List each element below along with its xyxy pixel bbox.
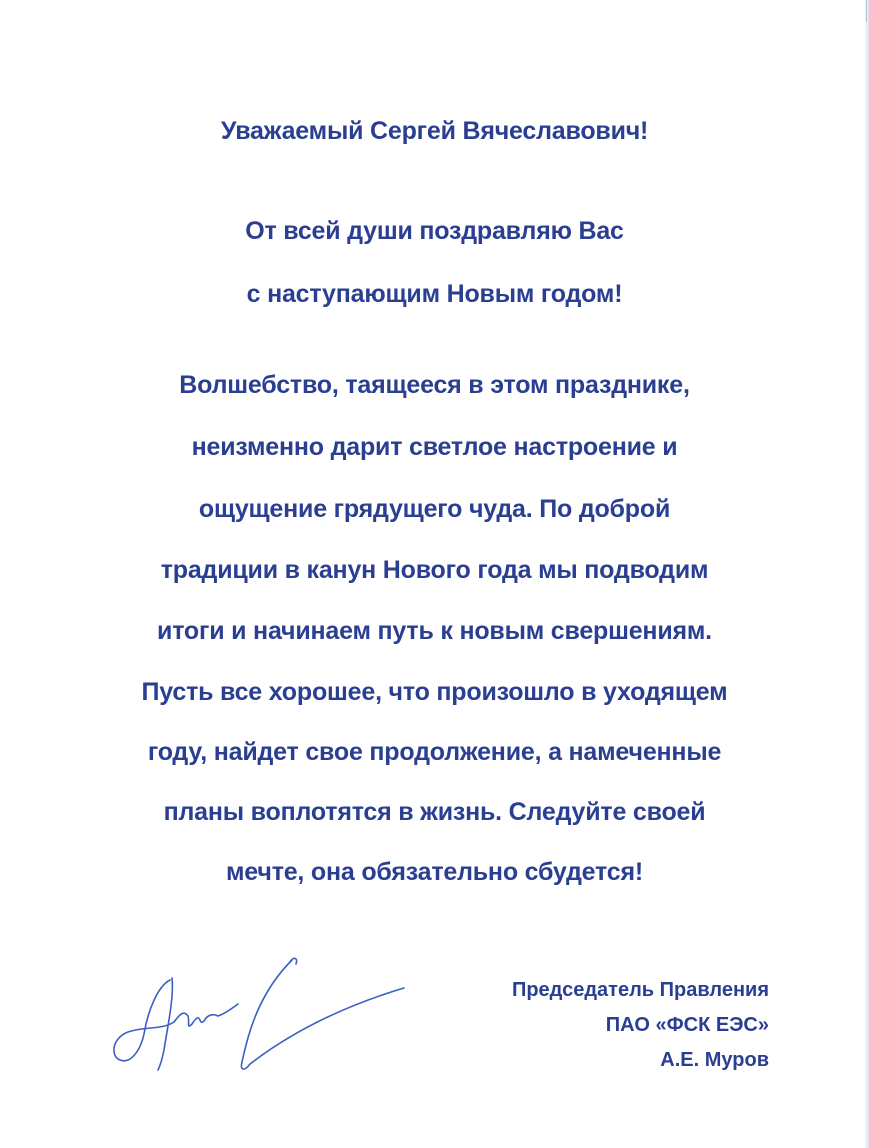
body-line-8: планы воплотятся в жизнь. Следуйте своей [163,798,706,826]
body-line-9: мечте, она обязательно сбудется! [226,858,643,886]
body-line-6: Пусть все хорошее, что произошло в уходящем [141,678,728,706]
body-line-3: ощущение грядущего чуда. По доброй [198,495,671,523]
page-edge-mark [866,0,867,22]
signature-block [512,973,769,1078]
body-line-2: неизменно дарит светлое настроение и [191,433,678,461]
congrats-line-1: От всей души поздравляю Вас [245,217,624,245]
body-line-5: итоги и начинаем путь к новым свершениям. [157,617,712,645]
handwritten-signature [100,952,420,1082]
signer-position: Председатель Правления [511,979,769,1001]
body-line-7: году, найдет свое продолжение, а намеченные [147,738,722,766]
body-line-1: Волшебство, таящееся в этом празднике, [179,371,690,399]
body-line-4: традиции в канун Нового года мы подводим [160,556,709,584]
signer-company: ПАО «ФСК ЕЭС» [605,1014,769,1036]
signer-name: А.Е. Муров [660,1049,769,1071]
greeting: Уважаемый Сергей Вячеславович! [220,117,649,145]
congrats-line-2: с наступающим Новым годом! [246,280,623,308]
